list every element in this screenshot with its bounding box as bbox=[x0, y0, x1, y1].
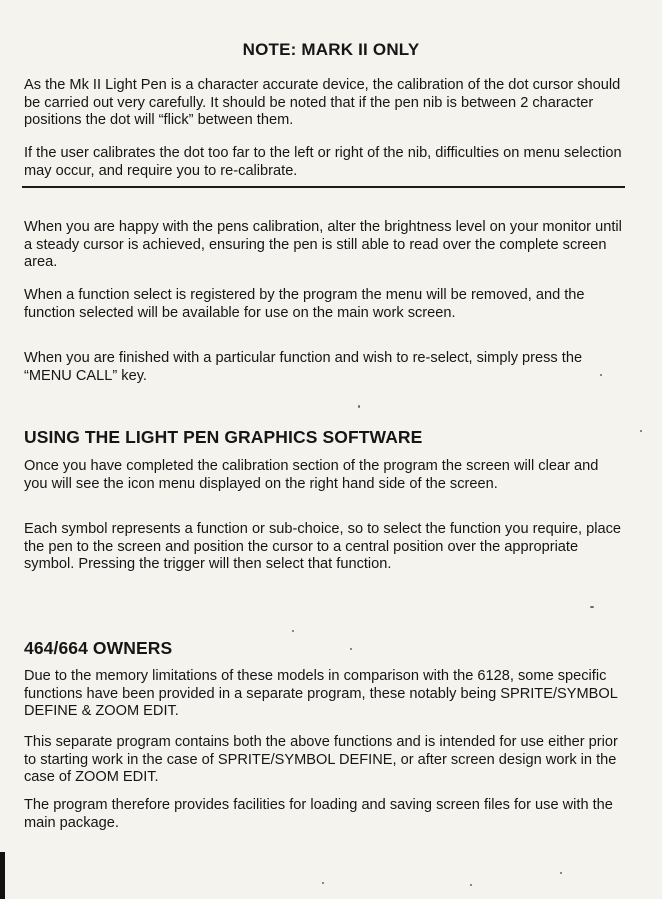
print-speck bbox=[292, 630, 294, 632]
intro-paragraph-1: When you are happy with the pens calibration, alter the brightness level on your monitor until a steady cursor is achieved, ensuring the pen is still able to read over the complete screen area. bbox=[24, 219, 622, 271]
print-speck bbox=[358, 405, 360, 408]
print-speck bbox=[322, 882, 324, 884]
note-title: NOTE: MARK II ONLY bbox=[242, 40, 420, 59]
print-speck bbox=[590, 606, 594, 608]
print-speck bbox=[470, 884, 472, 886]
print-speck bbox=[640, 430, 642, 432]
note-divider bbox=[22, 186, 625, 188]
owners-paragraph-2: This separate program contains both the above functions and is intended for use either prior to starting work in the case of SPRITE/SYMBOL DEFINE, or after screen design work in the case of ZOOM EDIT. bbox=[24, 734, 618, 786]
graphics-paragraph-1: Once you have completed the calibration section of the program the screen will clear and you will see the icon menu displayed on the right hand side of the screen. bbox=[24, 458, 599, 492]
intro-paragraph-3: When you are finished with a particular function and wish to re-select, simply press the “MENU CALL” key. bbox=[24, 350, 583, 384]
owners-paragraph-3: The program therefore provides facilities for loading and saving screen files for use with the main package. bbox=[24, 797, 613, 831]
note-paragraph-1: As the Mk II Light Pen is a character accurate device, the calibration of the dot cursor should be carried out very carefully. It should be noted that if the pen nib is between 2 character positions the dot will “flick” between them. bbox=[24, 77, 621, 129]
owners-paragraph-1: Due to the memory limitations of these models in comparison with the 6128, some specific functions have been provided in a separate program, these notably being SPRITE/SYMBOL DEFINE & ZOOM EDIT. bbox=[24, 668, 618, 720]
print-speck bbox=[560, 872, 562, 874]
graphics-section-heading: USING THE LIGHT PEN GRAPHICS SOFTWARE bbox=[24, 427, 423, 447]
graphics-paragraph-2: Each symbol represents a function or sub-choice, so to select the function you require, place the pen to the screen and position the cursor to a central position over the appropriate symbol. Pressing the trigger will then select that function. bbox=[24, 521, 622, 573]
note-paragraph-2: If the user calibrates the dot too far to the left or right of the nib, difficulties on menu selection may occur, and require you to re-calibrate. bbox=[24, 145, 622, 179]
intro-paragraph-2: When a function select is registered by the program the menu will be removed, and the function selected will be available for use on the main work screen. bbox=[24, 287, 585, 321]
binding-edge-mark bbox=[0, 852, 5, 899]
print-speck bbox=[350, 648, 352, 650]
print-speck bbox=[600, 374, 602, 376]
owners-section-heading: 464/664 OWNERS bbox=[24, 638, 173, 658]
